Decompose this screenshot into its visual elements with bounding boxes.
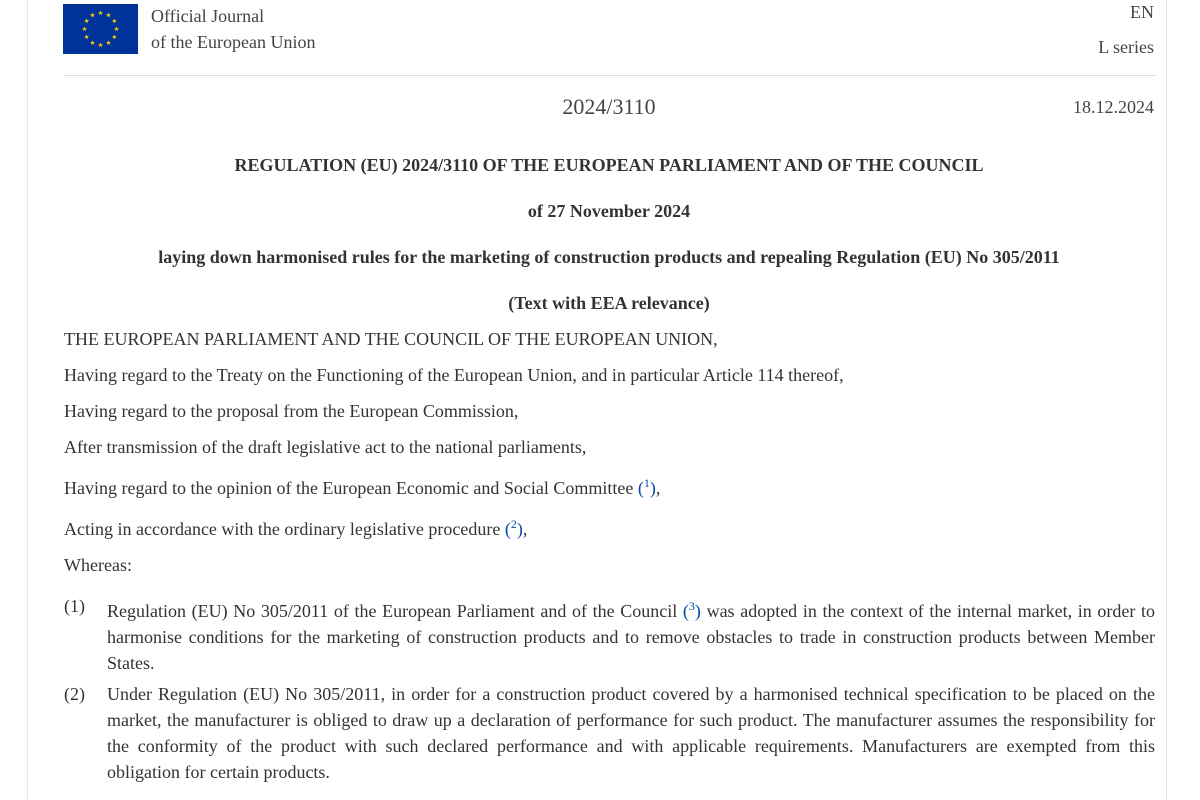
document-number: 2024/3110 (562, 94, 656, 119)
flag-star (84, 34, 89, 39)
preamble-transmission: After transmission of the draft legislative act to the national parliaments, (64, 437, 587, 457)
regulation-date: of 27 November 2024 (527, 201, 691, 221)
journal-title-line2: of the European Union (151, 32, 316, 52)
flag-star (112, 34, 117, 39)
flag-star (84, 18, 89, 23)
preamble-procedure-text: Acting in accordance with the ordinary legislative procedure (64, 519, 505, 539)
series-label: L series (1098, 37, 1154, 57)
regulation-subject: laying down harmonised rules for the marketing of construction products and repealing Regulation (EU) No 305/2011 (158, 247, 1060, 267)
flag-star (114, 26, 119, 31)
regulation-title: REGULATION (EU) 2024/3110 OF THE EUROPEAN PARLIAMENT AND OF THE COUNCIL (234, 155, 984, 175)
preamble-institutions: THE EUROPEAN PARLIAMENT AND THE COUNCIL OF THE EUROPEAN UNION, (64, 329, 718, 349)
recital-1-text-before: Regulation (EU) No 305/2011 of the European Parliament and of the Council (107, 601, 683, 621)
journal-title-line1: Official Journal (151, 6, 265, 26)
recital-number: (2) (64, 684, 85, 704)
header-divider (63, 75, 1155, 76)
flag-star (90, 13, 95, 18)
flag-star (112, 18, 117, 23)
recital-text: Under Regulation (EU) No 305/2011, in order for a construction product covered by a harmonised technical specification to be placed on the market, the manufacturer is obliged to draw up a declaration of performance for such product. The manufacturer assumes the responsibility for the conformity of the product with such declared performance and with applicable requirements. Manufacturers are exempted from this obligation for certain products. (107, 684, 1155, 782)
recital-2 (64, 681, 1155, 785)
flag-star (106, 40, 111, 45)
language-code: EN (1130, 2, 1154, 22)
preamble-committee-end: , (655, 478, 661, 498)
footnote-close-paren: ) (649, 478, 656, 498)
publication-date: 18.12.2024 (1073, 97, 1154, 117)
document-sheet (27, 0, 1167, 800)
flag-star (98, 42, 103, 47)
preamble-treaty: Having regard to the Treaty on the Functioning of the European Union, and in particular Article 114 thereof, (64, 365, 844, 385)
flag-star (98, 10, 103, 15)
journal-title (151, 3, 315, 55)
whereas-label: Whereas: (64, 555, 132, 575)
recital-1 (64, 593, 1155, 676)
footnote-number: 3 (688, 599, 695, 613)
footnote-open-paren: ( (682, 601, 689, 621)
preamble-procedure-end: , (522, 519, 528, 539)
footnote-open-paren: ( (637, 478, 644, 498)
preamble-committee-opinion (64, 476, 660, 499)
preamble-proposal: Having regard to the proposal from the European Commission, (64, 401, 519, 421)
recital-number: (1) (64, 596, 85, 616)
preamble-committee-text: Having regard to the opinion of the European Economic and Social Committee (64, 478, 638, 498)
recital-1-text-after: was adopted in the context of the internal market, in order to harmonise conditions for the marketing of construction products and to remove obstacles to trade in construction products between Member States. (107, 601, 1155, 673)
flag-star (90, 40, 95, 45)
footnote-close-paren: ) (694, 601, 701, 621)
flag-star (106, 13, 111, 18)
recital-text (107, 593, 1155, 676)
eu-flag-icon (63, 4, 138, 54)
footnote-open-paren: ( (504, 519, 511, 539)
footnote-close-paren: ) (516, 519, 523, 539)
footnote-link-1[interactable] (638, 478, 656, 498)
eea-relevance: (Text with EEA relevance) (508, 293, 710, 313)
flag-star (82, 26, 87, 31)
footnote-number: 1 (643, 476, 650, 490)
footnote-number: 2 (510, 517, 517, 531)
preamble-procedure (64, 517, 527, 540)
footnote-link-3[interactable] (683, 601, 701, 621)
footnote-link-2[interactable] (505, 519, 523, 539)
